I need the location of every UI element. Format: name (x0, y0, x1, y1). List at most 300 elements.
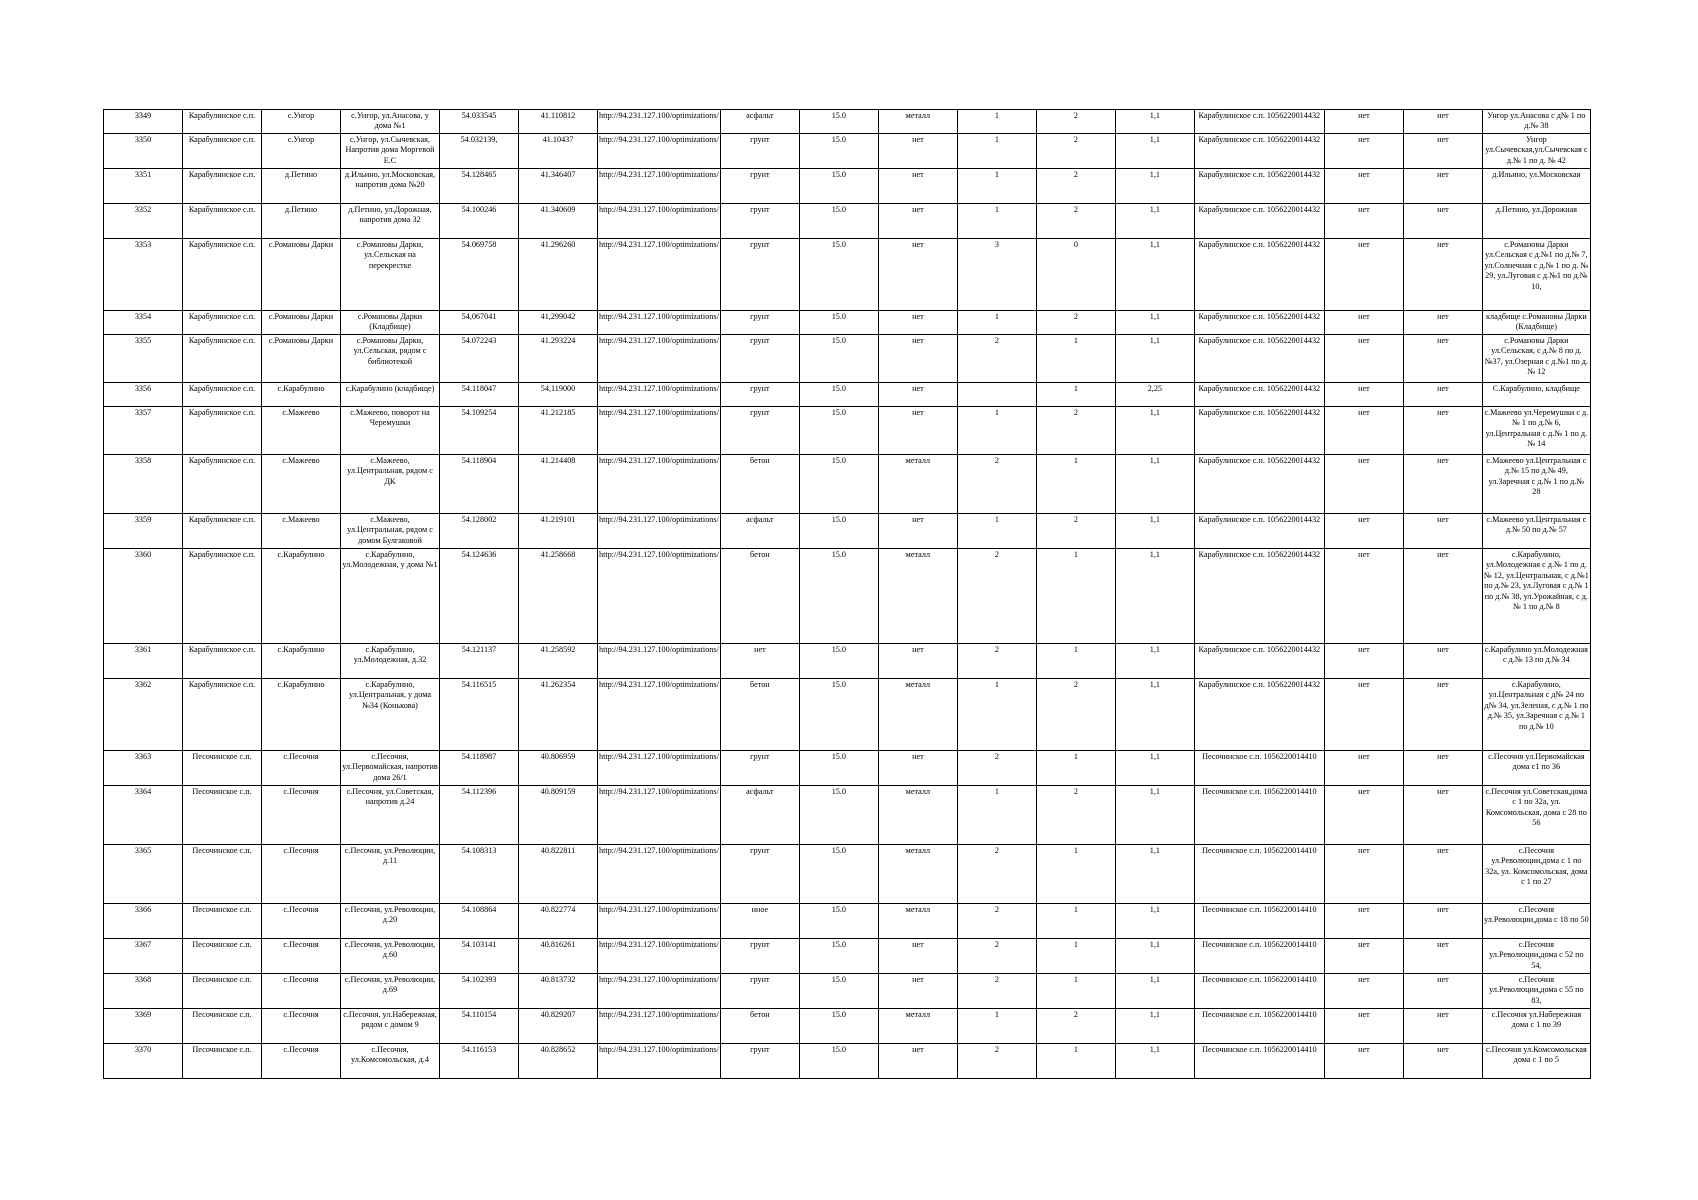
flag-cell: нет (1324, 974, 1403, 1009)
flag-cell: нет (1324, 134, 1403, 169)
table-row (104, 751, 1591, 786)
owner-cell: Карабулинское с.п. 1056220014432 (1194, 204, 1324, 239)
locality-cell: с.Карабулино (262, 383, 341, 407)
surface-cell: грунт (720, 204, 799, 239)
surface-cell: грунт (720, 311, 799, 335)
bins-count-cell: 1 (1036, 1044, 1115, 1079)
flag-cell: нет (1403, 335, 1482, 383)
address-cell: с.Карабулино (кладбище) (341, 383, 440, 407)
address-cell: с.Песочня, ул.Комсомольская, д.4 (341, 1044, 440, 1079)
owner-cell: Песочинское с.п. 1056220014410 (1194, 974, 1324, 1009)
url-cell: http://94.231.127.100/optimizations/ (598, 407, 721, 455)
locality-cell: с.Песочня (262, 845, 341, 904)
url-cell: http://94.231.127.100/optimizations/ (598, 549, 721, 644)
containers-count-cell: 1 (957, 204, 1036, 239)
latitude-cell: 54,067041 (440, 311, 519, 335)
area-cell: 15.0 (799, 514, 878, 549)
latitude-cell: 54.112396 (440, 786, 519, 845)
volume-cell: 1,1 (1115, 311, 1194, 335)
area-cell: 15.0 (799, 644, 878, 679)
served-addresses-cell: с.Карабулино, ул.Молодежная с д.№ 1 по д.№ 12, ул.Центральная, с д.№1 по д.№ 23, ул.Луговая с д.№ 1 по д.№ 38, ул.Урожайная, с д.№ 1 по д.№ 8 (1482, 549, 1590, 644)
address-cell: с.Мажеево, ул.Центральная, рядом с ДК (341, 455, 440, 514)
containers-count-cell: 2 (957, 455, 1036, 514)
volume-cell: 1,1 (1115, 134, 1194, 169)
address-cell: с.Мажеево, поворот на Черемушки (341, 407, 440, 455)
served-addresses-cell: с.Песочня ул.Революции,дома с 55 по 83, (1482, 974, 1590, 1009)
bins-count-cell: 1 (1036, 751, 1115, 786)
url-cell: http://94.231.127.100/optimizations/ (598, 204, 721, 239)
table-row (104, 786, 1591, 845)
area-cell: 15.0 (799, 751, 878, 786)
owner-cell: Карабулинское с.п. 1056220014432 (1194, 335, 1324, 383)
surface-cell: грунт (720, 1044, 799, 1079)
latitude-cell: 54.116153 (440, 1044, 519, 1079)
latitude-cell: 54.033545 (440, 110, 519, 134)
settlement-cell: Песочинское с.п. (183, 939, 262, 974)
area-cell: 15.0 (799, 549, 878, 644)
containers-count-cell: 1 (957, 514, 1036, 549)
locality-cell: с.Унгор (262, 134, 341, 169)
flag-cell: нет (1403, 455, 1482, 514)
latitude-cell: 54.069758 (440, 239, 519, 311)
url-cell: http://94.231.127.100/optimizations/ (598, 644, 721, 679)
owner-cell: Карабулинское с.п. 1056220014432 (1194, 549, 1324, 644)
locality-cell: д.Петино (262, 169, 341, 204)
address-cell: с.Романовы Дарки (Кладбище) (341, 311, 440, 335)
owner-cell: Песочинское с.п. 1056220014410 (1194, 786, 1324, 845)
containers-count-cell: 2 (957, 904, 1036, 939)
area-cell: 15.0 (799, 786, 878, 845)
flag-cell: нет (1324, 904, 1403, 939)
longitude-cell: 41.258668 (519, 549, 598, 644)
bins-count-cell: 2 (1036, 786, 1115, 845)
owner-cell: Карабулинское с.п. 1056220014432 (1194, 239, 1324, 311)
owner-cell: Песочинское с.п. 1056220014410 (1194, 845, 1324, 904)
surface-cell: грунт (720, 383, 799, 407)
bins-count-cell: 2 (1036, 311, 1115, 335)
flag-cell: нет (1324, 204, 1403, 239)
flag-cell: нет (1324, 455, 1403, 514)
fence-cell: нет (878, 974, 957, 1009)
address-cell: с.Песочня, ул.Революции, д.69 (341, 974, 440, 1009)
containers-count-cell: 2 (957, 549, 1036, 644)
bins-count-cell: 2 (1036, 679, 1115, 751)
flag-cell: нет (1324, 383, 1403, 407)
area-cell: 15.0 (799, 383, 878, 407)
containers-count-cell: 2 (957, 644, 1036, 679)
flag-cell: нет (1403, 383, 1482, 407)
served-addresses-cell: с.Песочня ул.Революции,дома с 1 по 32а, ул. Комсомольская, дома с 1 по 27 (1482, 845, 1590, 904)
area-cell: 15.0 (799, 1009, 878, 1044)
settlement-cell: Карабулинское с.п. (183, 239, 262, 311)
area-cell: 15.0 (799, 335, 878, 383)
document-page (103, 109, 1591, 1079)
containers-count-cell: 1 (957, 679, 1036, 751)
longitude-cell: 41.296260 (519, 239, 598, 311)
longitude-cell: 41.110812 (519, 110, 598, 134)
bins-count-cell: 1 (1036, 845, 1115, 904)
bins-count-cell: 2 (1036, 134, 1115, 169)
settlement-cell: Песочинское с.п. (183, 1044, 262, 1079)
row-number: 3368 (104, 974, 183, 1009)
settlement-cell: Карабулинское с.п. (183, 455, 262, 514)
longitude-cell: 40.822774 (519, 904, 598, 939)
table-row (104, 904, 1591, 939)
surface-cell: бетон (720, 679, 799, 751)
served-addresses-cell: С.Карабулино, кладбище (1482, 383, 1590, 407)
owner-cell: Карабулинское с.п. 1056220014432 (1194, 311, 1324, 335)
settlement-cell: Песочинское с.п. (183, 974, 262, 1009)
address-cell: с.Карабулино, ул.Центральная, у дома №34 (Конькова) (341, 679, 440, 751)
table-row (104, 134, 1591, 169)
owner-cell: Карабулинское с.п. 1056220014432 (1194, 110, 1324, 134)
volume-cell: 1,1 (1115, 335, 1194, 383)
bins-count-cell: 1 (1036, 383, 1115, 407)
area-cell: 15.0 (799, 679, 878, 751)
row-number: 3354 (104, 311, 183, 335)
bins-count-cell: 2 (1036, 169, 1115, 204)
flag-cell: нет (1324, 311, 1403, 335)
area-cell: 15.0 (799, 169, 878, 204)
containers-count-cell: 1 (957, 407, 1036, 455)
longitude-cell: 41.262354 (519, 679, 598, 751)
owner-cell: Карабулинское с.п. 1056220014432 (1194, 383, 1324, 407)
url-cell: http://94.231.127.100/optimizations/ (598, 786, 721, 845)
address-cell: с.Карабулино, ул.Молодежная, д.32 (341, 644, 440, 679)
volume-cell: 1,1 (1115, 786, 1194, 845)
volume-cell: 1,1 (1115, 169, 1194, 204)
latitude-cell: 54.100246 (440, 204, 519, 239)
containers-count-cell: 2 (957, 845, 1036, 904)
containers-count-cell: 1 (957, 311, 1036, 335)
owner-cell: Карабулинское с.п. 1056220014432 (1194, 514, 1324, 549)
settlement-cell: Песочинское с.п. (183, 751, 262, 786)
flag-cell: нет (1403, 904, 1482, 939)
url-cell: http://94.231.127.100/optimizations/ (598, 110, 721, 134)
address-cell: с.Песочня, ул.Революции, д.60 (341, 939, 440, 974)
served-addresses-cell: с.Мажеево ул.Черемушки с д.№ 1 по д.№ 6, ул.Центральная с д.№ 1 по д.№ 14 (1482, 407, 1590, 455)
flag-cell: нет (1403, 845, 1482, 904)
address-cell: с.Романовы Дарки, ул.Сельская, рядом с библиотекой (341, 335, 440, 383)
row-number: 3349 (104, 110, 183, 134)
url-cell: http://94.231.127.100/optimizations/ (598, 939, 721, 974)
containers-count-cell: 3 (957, 239, 1036, 311)
volume-cell: 1,1 (1115, 1044, 1194, 1079)
longitude-cell: 40.816261 (519, 939, 598, 974)
flag-cell: нет (1403, 239, 1482, 311)
surface-cell: бетон (720, 549, 799, 644)
longitude-cell: 41.214408 (519, 455, 598, 514)
surface-cell: грунт (720, 939, 799, 974)
settlement-cell: Карабулинское с.п. (183, 169, 262, 204)
containers-count-cell: 2 (957, 335, 1036, 383)
url-cell: http://94.231.127.100/optimizations/ (598, 845, 721, 904)
locality-cell: с.Романовы Дарки (262, 239, 341, 311)
longitude-cell: 41.293224 (519, 335, 598, 383)
flag-cell: нет (1403, 169, 1482, 204)
owner-cell: Карабулинское с.п. 1056220014432 (1194, 169, 1324, 204)
address-cell: с.Песочня, ул.Революции, д.20 (341, 904, 440, 939)
fence-cell: нет (878, 751, 957, 786)
settlement-cell: Песочинское с.п. (183, 1009, 262, 1044)
owner-cell: Песочинское с.п. 1056220014410 (1194, 904, 1324, 939)
locality-cell: с.Романовы Дарки (262, 311, 341, 335)
address-cell: д.Ильино, ул.Московская, напротив дома №20 (341, 169, 440, 204)
address-cell: с.Унгор, ул.Сычевская, Напротив дома Моргевой Е.С (341, 134, 440, 169)
url-cell: http://94.231.127.100/optimizations/ (598, 514, 721, 549)
volume-cell: 1,1 (1115, 751, 1194, 786)
area-cell: 15.0 (799, 974, 878, 1009)
longitude-cell: 40.809159 (519, 786, 598, 845)
flag-cell: нет (1403, 514, 1482, 549)
row-number: 3365 (104, 845, 183, 904)
table-row (104, 204, 1591, 239)
settlement-cell: Песочинское с.п. (183, 904, 262, 939)
bins-count-cell: 2 (1036, 407, 1115, 455)
url-cell: http://94.231.127.100/optimizations/ (598, 974, 721, 1009)
surface-cell: асфальт (720, 786, 799, 845)
row-number: 3358 (104, 455, 183, 514)
table-row (104, 407, 1591, 455)
latitude-cell: 54.072243 (440, 335, 519, 383)
flag-cell: нет (1403, 407, 1482, 455)
owner-cell: Песочинское с.п. 1056220014410 (1194, 1009, 1324, 1044)
settlement-cell: Карабулинское с.п. (183, 407, 262, 455)
address-cell: с.Унгор, ул.Анасова, у дома №1 (341, 110, 440, 134)
containers-count-cell: 1 (957, 786, 1036, 845)
fence-cell: нет (878, 1044, 957, 1079)
table-row (104, 549, 1591, 644)
surface-cell: грунт (720, 845, 799, 904)
settlement-cell: Песочинское с.п. (183, 786, 262, 845)
flag-cell: нет (1403, 204, 1482, 239)
locality-cell: с.Унгор (262, 110, 341, 134)
url-cell: http://94.231.127.100/optimizations/ (598, 904, 721, 939)
volume-cell: 1,1 (1115, 644, 1194, 679)
settlement-cell: Песочинское с.п. (183, 845, 262, 904)
volume-cell: 1,1 (1115, 939, 1194, 974)
longitude-cell: 40.806959 (519, 751, 598, 786)
area-cell: 15.0 (799, 904, 878, 939)
longitude-cell: 40.813732 (519, 974, 598, 1009)
bins-count-cell: 1 (1036, 939, 1115, 974)
containers-count-cell: 2 (957, 1044, 1036, 1079)
row-number: 3350 (104, 134, 183, 169)
surface-cell: асфальт (720, 110, 799, 134)
latitude-cell: 54.103141 (440, 939, 519, 974)
flag-cell: нет (1324, 939, 1403, 974)
flag-cell: нет (1324, 1044, 1403, 1079)
flag-cell: нет (1403, 1044, 1482, 1079)
containers-count-cell: 1 (957, 134, 1036, 169)
table-row (104, 644, 1591, 679)
table-row (104, 845, 1591, 904)
flag-cell: нет (1403, 751, 1482, 786)
area-cell: 15.0 (799, 134, 878, 169)
row-number: 3367 (104, 939, 183, 974)
fence-cell: нет (878, 311, 957, 335)
flag-cell: нет (1324, 407, 1403, 455)
longitude-cell: 41.258592 (519, 644, 598, 679)
served-addresses-cell: с.Песочня ул.Набережная дома с 1 по 39 (1482, 1009, 1590, 1044)
longitude-cell: 41.10437 (519, 134, 598, 169)
table-row (104, 679, 1591, 751)
settlement-cell: Карабулинское с.п. (183, 644, 262, 679)
flag-cell: нет (1324, 335, 1403, 383)
table-row (104, 974, 1591, 1009)
bins-count-cell: 2 (1036, 110, 1115, 134)
area-cell: 15.0 (799, 311, 878, 335)
table-row (104, 939, 1591, 974)
url-cell: http://94.231.127.100/optimizations/ (598, 239, 721, 311)
locality-cell: с.Мажеево (262, 514, 341, 549)
fence-cell: нет (878, 169, 957, 204)
containers-count-cell: 1 (957, 110, 1036, 134)
url-cell: http://94.231.127.100/optimizations/ (598, 679, 721, 751)
url-cell: http://94.231.127.100/optimizations/ (598, 1009, 721, 1044)
locality-cell: с.Песочня (262, 974, 341, 1009)
flag-cell: нет (1403, 1009, 1482, 1044)
url-cell: http://94.231.127.100/optimizations/ (598, 383, 721, 407)
locality-cell: с.Карабулино (262, 679, 341, 751)
address-cell: с.Мажеево, ул.Центральная, рядом с домом Булгаковой (341, 514, 440, 549)
latitude-cell: 54.110154 (440, 1009, 519, 1044)
owner-cell: Карабулинское с.п. 1056220014432 (1194, 679, 1324, 751)
volume-cell: 1,1 (1115, 549, 1194, 644)
address-cell: с.Карабулино, ул.Молодежная, у дома №1 (341, 549, 440, 644)
flag-cell: нет (1324, 1009, 1403, 1044)
surface-cell: грунт (720, 335, 799, 383)
longitude-cell: 40.828652 (519, 1044, 598, 1079)
containers-count-cell: 1 (957, 169, 1036, 204)
area-cell: 15.0 (799, 407, 878, 455)
volume-cell: 1,1 (1115, 455, 1194, 514)
volume-cell: 1,1 (1115, 904, 1194, 939)
flag-cell: нет (1324, 644, 1403, 679)
flag-cell: нет (1403, 549, 1482, 644)
volume-cell: 1,1 (1115, 679, 1194, 751)
bins-count-cell: 1 (1036, 335, 1115, 383)
row-number: 3360 (104, 549, 183, 644)
row-number: 3364 (104, 786, 183, 845)
surface-cell: бетон (720, 455, 799, 514)
row-number: 3359 (104, 514, 183, 549)
table-row (104, 1009, 1591, 1044)
table-row (104, 383, 1591, 407)
flag-cell: нет (1324, 786, 1403, 845)
bins-count-cell: 1 (1036, 974, 1115, 1009)
served-addresses-cell: с.Романовы Дарки ул.Сельская, с д.№ 8 по д.№37, ул.Озерная с д.№1 по д.№ 12 (1482, 335, 1590, 383)
url-cell: http://94.231.127.100/optimizations/ (598, 335, 721, 383)
volume-cell: 1,1 (1115, 110, 1194, 134)
url-cell: http://94.231.127.100/optimizations/ (598, 1044, 721, 1079)
owner-cell: Песочинское с.п. 1056220014410 (1194, 939, 1324, 974)
settlement-cell: Карабулинское с.п. (183, 311, 262, 335)
latitude-cell: 54.108313 (440, 845, 519, 904)
latitude-cell: 54.128002 (440, 514, 519, 549)
fence-cell: металл (878, 549, 957, 644)
flag-cell: нет (1403, 679, 1482, 751)
surface-cell: грунт (720, 169, 799, 204)
longitude-cell: 41,299042 (519, 311, 598, 335)
locality-cell: с.Песочня (262, 1009, 341, 1044)
fence-cell: металл (878, 1009, 957, 1044)
area-cell: 15.0 (799, 204, 878, 239)
latitude-cell: 54.128465 (440, 169, 519, 204)
url-cell: http://94.231.127.100/optimizations/ (598, 751, 721, 786)
containers-count-cell: 2 (957, 751, 1036, 786)
address-cell: с.Песочня, ул.Революции, д.11 (341, 845, 440, 904)
settlement-cell: Карабулинское с.п. (183, 549, 262, 644)
volume-cell: 1,1 (1115, 1009, 1194, 1044)
row-number: 3351 (104, 169, 183, 204)
fence-cell: металл (878, 110, 957, 134)
surface-cell: грунт (720, 134, 799, 169)
locality-cell: д.Петино (262, 204, 341, 239)
volume-cell: 1,1 (1115, 514, 1194, 549)
flag-cell: нет (1403, 644, 1482, 679)
containers-count-cell: 2 (957, 939, 1036, 974)
address-cell: с.Романовы Дарки, ул.Сельская на перекрестке (341, 239, 440, 311)
longitude-cell: 41.346407 (519, 169, 598, 204)
fence-cell: нет (878, 939, 957, 974)
bins-count-cell: 2 (1036, 514, 1115, 549)
row-number: 3355 (104, 335, 183, 383)
locality-cell: с.Песочня (262, 751, 341, 786)
table-row (104, 455, 1591, 514)
table-body (104, 110, 1591, 1079)
fence-cell: нет (878, 335, 957, 383)
flag-cell: нет (1324, 549, 1403, 644)
volume-cell: 2,25 (1115, 383, 1194, 407)
bins-count-cell: 1 (1036, 644, 1115, 679)
table-row (104, 1044, 1591, 1079)
volume-cell: 1,1 (1115, 845, 1194, 904)
table-row (104, 239, 1591, 311)
flag-cell: нет (1403, 311, 1482, 335)
settlement-cell: Карабулинское с.п. (183, 383, 262, 407)
row-number: 3357 (104, 407, 183, 455)
longitude-cell: 41.212185 (519, 407, 598, 455)
containers-count-cell (957, 383, 1036, 407)
bins-count-cell: 0 (1036, 239, 1115, 311)
table-row (104, 110, 1591, 134)
row-number: 3366 (104, 904, 183, 939)
area-cell: 15.0 (799, 845, 878, 904)
containers-count-cell: 1 (957, 1009, 1036, 1044)
bins-count-cell: 2 (1036, 204, 1115, 239)
longitude-cell: 40.822811 (519, 845, 598, 904)
area-cell: 15.0 (799, 239, 878, 311)
locality-cell: с.Романовы Дарки (262, 335, 341, 383)
surface-cell: грунт (720, 239, 799, 311)
bins-count-cell: 1 (1036, 455, 1115, 514)
fence-cell: металл (878, 455, 957, 514)
locality-cell: с.Песочня (262, 1044, 341, 1079)
area-cell: 15.0 (799, 1044, 878, 1079)
bins-count-cell: 1 (1036, 549, 1115, 644)
flag-cell: нет (1403, 939, 1482, 974)
surface-cell: грунт (720, 751, 799, 786)
flag-cell: нет (1403, 974, 1482, 1009)
owner-cell: Карабулинское с.п. 1056220014432 (1194, 407, 1324, 455)
flag-cell: нет (1324, 845, 1403, 904)
surface-cell: грунт (720, 407, 799, 455)
served-addresses-cell: Унгор ул.Анасова с д№ 1 по д.№ 38 (1482, 110, 1590, 134)
volume-cell: 1,1 (1115, 974, 1194, 1009)
settlement-cell: Карабулинское с.п. (183, 335, 262, 383)
area-cell: 15.0 (799, 939, 878, 974)
